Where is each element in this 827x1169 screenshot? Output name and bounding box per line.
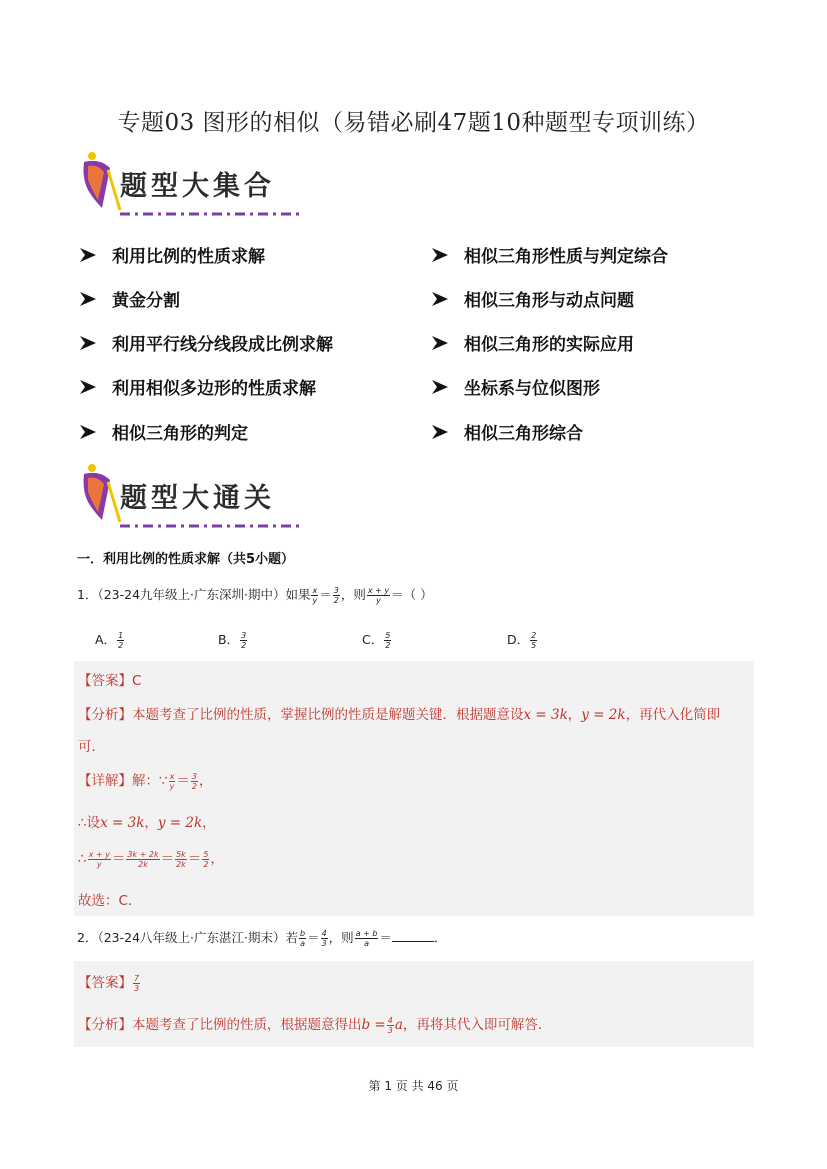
arrow-icon [430,423,452,441]
analysis-line: 【分析】本题考查了比例的性质，掌握比例的性质是解题关键．根据题意设x = 3k，y = 2k，再代入化简即 [78,707,721,723]
arrow-icon [78,423,100,441]
fraction: $\frac{3k + 2k}{2k}$ [127,849,159,869]
banner-title: 题型大通关 [120,483,275,514]
fraction: $\frac{7}{3}$ [134,973,140,993]
page-title: 专题03 图形的相似（易错必刷47题10种题型专项训练） [117,110,710,136]
question-stem: ＝（ ） [391,587,433,602]
option-a[interactable]: A． $\frac{1}{2}$ [95,631,124,650]
arrow-icon [430,378,452,396]
fraction: $\frac{x}{y}$ [169,771,175,791]
equals: ＝ [319,587,332,602]
fraction: $\frac{x + y}{y}$ [367,586,390,605]
fraction: $\frac{1}{2}$ [118,631,124,650]
toc-item[interactable]: 黄金分割 [78,286,180,311]
toc-item[interactable]: 相似三角形性质与判定综合 [430,242,668,267]
page-footer: 第 1 页 共 46 页 [368,1079,459,1093]
answer-blank[interactable] [392,929,434,942]
option-d[interactable]: D． $\frac{2}{5}$ [507,631,537,650]
detail-line: ∴ $\frac{x + y}{y}$ ＝ $\frac{3k + 2k}{2k}$ ＝ $\frac{5k}{2k}$ ＝ $\frac{5}{2}$ ， [78,849,224,869]
toc-item[interactable]: 利用比例的性质求解 [78,242,265,267]
solution-panel-2 [74,961,754,1047]
question-stem: 1．（23-24九年级上·广东深圳·期中）如果 [77,587,311,602]
fraction: $\frac{5}{2}$ [203,849,209,869]
option-c[interactable]: C． $\frac{5}{2}$ [362,631,391,650]
section-heading: 一．利用比例的性质求解（共5小题） [77,552,295,567]
solution-panel-1 [74,661,754,916]
toc-item[interactable]: 利用平行线分线段成比例求解 [78,330,333,355]
arrow-icon [78,334,100,352]
fraction: $\frac{4}{3}$ [387,1015,393,1035]
question-stem: 2．（23-24八年级上·广东湛江·期末）若 [77,930,298,945]
fraction: $\frac{a + b}{a}$ [355,929,378,948]
toc-item[interactable]: 利用相似多边形的性质求解 [78,374,316,399]
arrow-icon [430,334,452,352]
arrow-icon [430,246,452,264]
fraction: $\frac{5}{2}$ [385,631,391,650]
analysis-line: 【分析】本题考查了比例的性质，根据题意得出b = $\frac{4}{3}$ a，再将其代入即可解答． [78,1015,552,1035]
toc-item[interactable]: 相似三角形综合 [430,419,583,444]
question-stem: ． [433,930,447,945]
question-1 [77,585,433,605]
banner-type-practice [80,462,310,532]
question-2 [77,928,447,948]
option-b[interactable]: B． $\frac{3}{2}$ [218,631,247,650]
arrow-icon [78,246,100,264]
toc-item[interactable]: 相似三角形与动点问题 [430,286,634,311]
fraction: $\frac{5k}{2k}$ [176,849,186,869]
detail-line: ∴设x = 3k，y = 2k， [78,815,216,831]
arrow-icon [430,290,452,308]
fraction: $\frac{3}{2}$ [333,586,339,605]
arrow-icon [78,290,100,308]
toc-item[interactable]: 相似三角形的实际应用 [430,330,634,355]
banner-type-collection [80,150,310,220]
fraction: $\frac{b}{a}$ [299,929,306,948]
question-stem: ＝ [379,930,392,945]
question-stem: ，则 [340,587,366,602]
toc-item[interactable]: 坐标系与位似图形 [430,374,600,399]
banner-title: 题型大集合 [120,171,275,202]
fraction: $\frac{3}{2}$ [241,631,247,650]
arrow-icon [78,378,100,396]
fraction: $\frac{x + y}{y}$ [88,849,110,869]
fraction: $\frac{3}{2}$ [191,771,197,791]
fraction: $\frac{x}{y}$ [312,586,318,605]
analysis-line: 可． [78,739,105,755]
fraction: $\frac{2}{5}$ [531,631,537,650]
toc-item[interactable]: 相似三角形的判定 [78,419,248,444]
fraction: $\frac{4}{3}$ [321,929,327,948]
equals: ＝ [307,930,320,945]
question-stem: ，则 [328,930,354,945]
answer-line: 【答案】C [78,673,142,689]
detail-line: 【详解】解：∵ $\frac{x}{y}$ ＝ $\frac{3}{2}$ ， [78,771,213,791]
choose-line: 故选：C． [78,893,142,909]
answer-line: 【答案】 $\frac{7}{3}$ [78,973,140,993]
